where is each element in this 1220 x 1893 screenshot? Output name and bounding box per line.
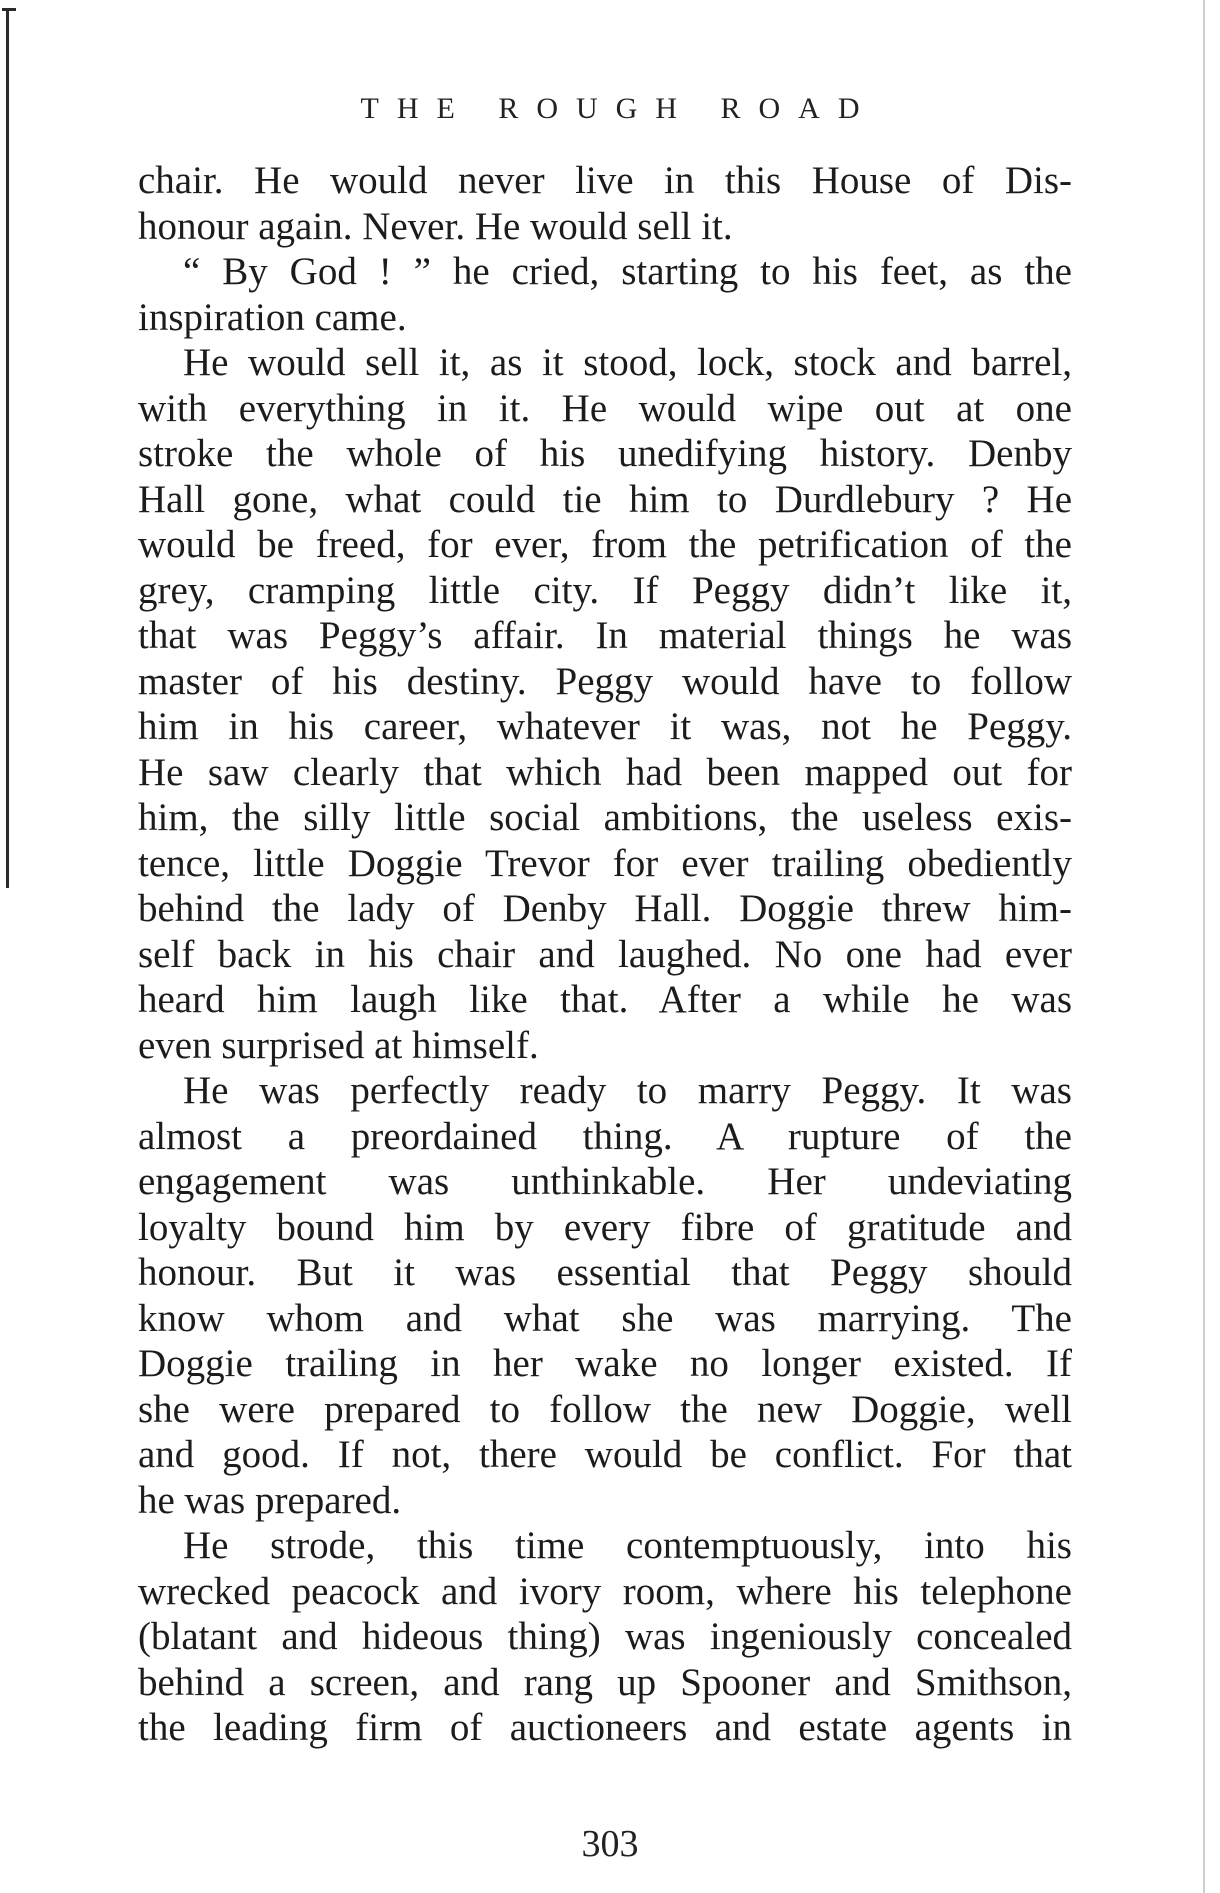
text-line: almost a preordained thing. A rupture of the bbox=[138, 1114, 1072, 1158]
text-line: He strode, this time contemptuously, into his bbox=[183, 1524, 1072, 1567]
text-line: grey, cramping little city. If Peggy didn’t like it, bbox=[138, 568, 1072, 612]
text-line: He would sell it, as it stood, lock, stock and barrel, bbox=[183, 341, 1072, 384]
running-head-text: THE ROUGH ROAD bbox=[360, 92, 878, 125]
text-line: even surprised at himself. bbox=[138, 1023, 539, 1067]
body-text bbox=[138, 158, 1072, 1751]
text-line: He saw clearly that which had been mapped out for bbox=[138, 750, 1072, 794]
page-edge-corner bbox=[2, 8, 16, 11]
text-line: stroke the whole of his unedifying history. Denby bbox=[138, 432, 1072, 475]
text-line: would be freed, for ever, from the petrification of the bbox=[138, 523, 1072, 566]
text-line: master of his destiny. Peggy would have to follow bbox=[138, 659, 1072, 703]
text-line: “ By God ! ” he cried, starting to his feet, as the bbox=[183, 250, 1072, 293]
text-line: him, the silly little social ambitions, the useless exis- bbox=[138, 796, 1072, 839]
text-line: him in his career, whatever it was, not he Peggy. bbox=[138, 705, 1072, 748]
text-line: tence, little Doggie Trevor for ever trailing obediently bbox=[138, 841, 1072, 885]
text-line: (blatant and hideous thing) was ingeniously concealed bbox=[138, 1615, 1072, 1658]
text-line: He was perfectly ready to marry Peggy. It was bbox=[183, 1069, 1072, 1112]
text-line: self back in his chair and laughed. No one had ever bbox=[138, 932, 1072, 976]
text-line: honour again. Never. He would sell it. bbox=[138, 204, 733, 248]
text-line: loyalty bound him by every fibre of gratitude and bbox=[138, 1205, 1072, 1249]
text-line: chair. He would never live in this House of Dis- bbox=[138, 159, 1072, 202]
page-edge-right bbox=[1203, 0, 1205, 1893]
text-line: she were prepared to follow the new Doggie, well bbox=[138, 1387, 1072, 1431]
text-line: honour. But it was essential that Peggy should bbox=[138, 1251, 1072, 1294]
text-line: engagement was unthinkable. Her undeviating bbox=[138, 1160, 1072, 1203]
text-line: that was Peggy’s affair. In material things he was bbox=[138, 614, 1072, 657]
text-line: Doggie trailing in her wake no longer existed. If bbox=[138, 1342, 1072, 1385]
text-line: wrecked peacock and ivory room, where his telephone bbox=[138, 1569, 1072, 1613]
text-line: behind the lady of Denby Hall. Doggie threw him- bbox=[138, 887, 1072, 930]
text-line: behind a screen, and rang up Spooner and Smithson, bbox=[138, 1660, 1072, 1704]
text-line: the leading firm of auctioneers and estate agents in bbox=[138, 1706, 1072, 1749]
text-line: he was prepared. bbox=[138, 1478, 402, 1522]
text-line: heard him laugh like that. After a while he was bbox=[138, 978, 1072, 1021]
running-head bbox=[0, 92, 1220, 126]
page-edge-left bbox=[6, 8, 9, 888]
text-line: know whom and what she was marrying. The bbox=[138, 1296, 1072, 1340]
page-number: 303 bbox=[581, 1823, 639, 1865]
text-line: Hall gone, what could tie him to Durdlebury ? He bbox=[138, 477, 1072, 521]
text-line: and good. If not, there would be conflict. For that bbox=[138, 1433, 1072, 1476]
text-line: with everything in it. He would wipe out at one bbox=[138, 386, 1072, 430]
text-line: inspiration came. bbox=[138, 295, 407, 339]
